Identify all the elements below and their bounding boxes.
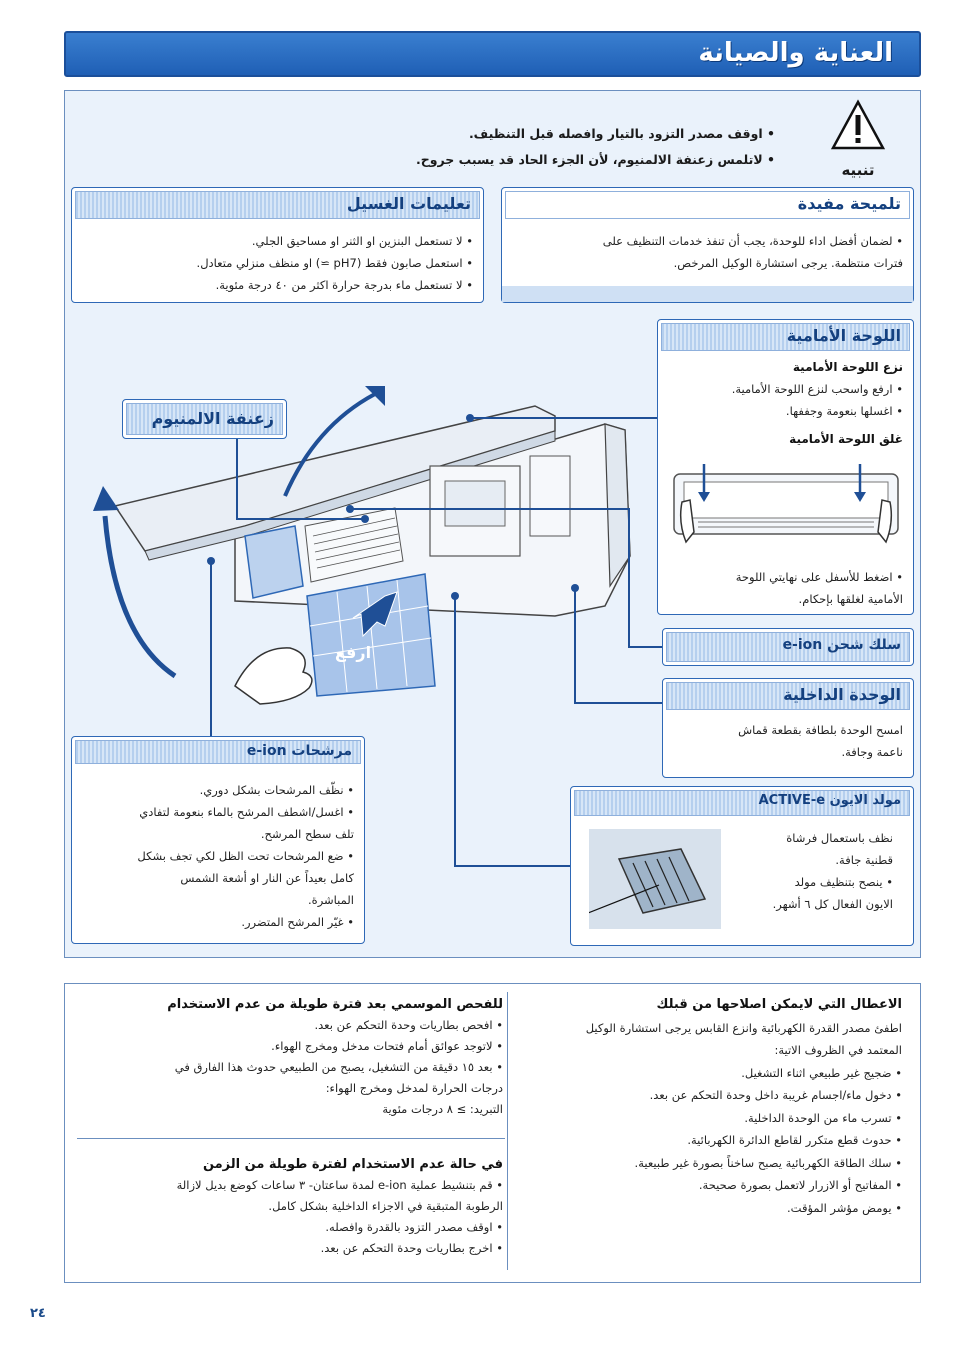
left-column-divider [77, 1138, 505, 1139]
tip-line: فترات منتظمة. يرجى استشارة الوكيل المرخص. [673, 256, 903, 270]
fault-line: المعتمد في الظروف الاتية: [774, 1043, 902, 1057]
leader-dot [571, 584, 579, 592]
leader-indoor [575, 588, 662, 703]
leader-dot [346, 505, 354, 513]
generator-line: • ينصح بتنظيف مولد [794, 875, 893, 889]
washing-line: • لا تستعمل ماء بدرجة حرارة اكثر من ٤٠ درجة مئوية. [215, 278, 473, 292]
seasonal-line: التبريد: ≥ ٨ درجات مئوية [382, 1102, 503, 1116]
fault-line: • تسرب ماء من الوحدة الداخلية. [744, 1110, 902, 1125]
filter-line: • ضع المرشحات تحت الظل لكي تجف بشكل [137, 849, 354, 863]
fault-line: اطفئ مصدر القدرة الكهربائية وانزع القابس يرجى استشارة الوكيل [585, 1020, 902, 1035]
seasonal-check-section [78, 994, 503, 1120]
page-number: ٢٤ [30, 1306, 46, 1321]
page-header [64, 31, 921, 77]
fault-line: • المفاتيح أو الازرار لاتعمل بصورة صحيحة. [698, 1178, 902, 1192]
fault-line: • حدوث قطع متكرر لقاطع الدائرة الكهربائية. [687, 1133, 902, 1147]
bottom-panel [64, 983, 921, 1283]
front-panel-title: اللوحة الأمامية [786, 326, 901, 345]
seasonal-line: • بعد ١٥ دقيقة من التشغيل، يصبح من الطبيعي حدوث هذا الفارق في [174, 1060, 503, 1074]
indoor-line: امسح الوحدة بلطافة بقطعة قماش [738, 723, 903, 737]
washing-line: • لا تستعمل البنزين او الثنر او مساحيق الجلي. [251, 234, 473, 248]
filter-line: • اغسل/اشطف المرشح بالماء بنعومة لتفادي [139, 805, 354, 819]
long-term-line: • اوقف مصدر التزود بالقدرة وافصله. [325, 1220, 503, 1234]
leader-dot [451, 592, 459, 600]
seasonal-check-title: للفحص الموسمي بعد فترة طويلة من عدم الاستخدام [167, 997, 503, 1012]
leader-dot [466, 414, 474, 422]
main-panel [64, 90, 921, 958]
faults-section [507, 994, 902, 1219]
fault-line: • يومض مؤشر المؤقت. [787, 1200, 902, 1215]
leader-dot [361, 515, 369, 523]
seasonal-line: درجات الحرارة لمدخل ومخرج الهواء: [325, 1081, 503, 1095]
lift-label: ارفع [335, 643, 372, 662]
filter-line: تلف سطح المرشح. [260, 827, 354, 841]
faults-title: الاعطال التي لايمكن اصلاحها من قبلك [656, 997, 902, 1012]
filter-line: المباشرة. [308, 893, 354, 907]
caution-line: • اوقف مصدر التزود بالتيار وافصله قبل التنظيف. [468, 126, 775, 141]
long-term-line: الرطوبة المتبقية في الاجزاء الداخلية بشكل كامل. [268, 1199, 503, 1213]
generator-line: الايون الفعال كل ٦ أشهر. [772, 897, 893, 911]
leader-dot [207, 557, 215, 565]
front-panel-line: • اضغط للأسفل على نهايتي اللوحة [735, 570, 903, 584]
tip-line: • لضمان أفضل اداء للوحدة، يجب أن تنفذ خدمات التنظيف على [602, 234, 903, 248]
page-title: العناية والصيانة [698, 38, 893, 68]
front-panel-close-heading: غلق اللوحة الأمامية [789, 432, 903, 446]
useful-tip-title: تلميحة مفيدة [797, 194, 901, 213]
filter-line: كامل بعيداً عن النار او أشعة الشمس [180, 871, 354, 885]
leader-lines [65, 91, 922, 959]
ion-generator-title: مولد الايون ACTIVE-e [758, 793, 901, 808]
leader-eion-charger [350, 509, 662, 647]
front-panel-remove-heading: نزع اللوحة الأمامية [792, 360, 903, 374]
washing-line: • استعمل صابون فقط (pH7 ≃) او منظف منزلي متعادل. [196, 256, 473, 270]
seasonal-line: • لاتوجد عوائق أمام فتحات مدخل ومخرج الهواء. [271, 1039, 503, 1053]
long-term-title: في حالة عدم الاستخدام لفترة طويلة من الزمن [202, 1157, 503, 1172]
front-panel-line: • ارفع واسحب لنزع اللوحة الأمامية. [731, 382, 903, 396]
caution-line: • لاتلمس زعنفة الالمنيوم، لأن الجزء الحاد قد يسبب جروح. [415, 152, 775, 167]
seasonal-line: • افحص بطاريات وحدة التحكم عن بعد. [314, 1018, 503, 1032]
aluminium-fin-label: زعنفة الالمنيوم [151, 409, 274, 428]
washing-instructions-title: تعليمات الغسيل [346, 194, 471, 213]
indoor-unit-title: الوحدة الداخلية [783, 685, 901, 704]
long-term-line: • اخرج بطاريات وحدة التحكم عن بعد. [320, 1241, 503, 1255]
leader-fin [237, 439, 365, 519]
caution-label: تنبيه [841, 161, 875, 179]
fault-line: • سلك الطاقة الكهربائية يصبح ساخناً بصورة غير طبيعية. [634, 1155, 902, 1170]
fault-line: • دخول ماء/اجسام غريبة داخل وحدة التحكم عن بعد. [649, 1088, 902, 1102]
fault-line: • ضجيج غير طبيعي اثناء التشغيل. [741, 1065, 902, 1080]
front-panel-line: • اغسلها بنعومة وجففها. [785, 404, 903, 418]
filter-line: • غيّر المرشح المتضرر. [241, 915, 354, 929]
indoor-line: ناعمة وجافة. [841, 745, 903, 759]
leader-generator [455, 596, 570, 866]
eion-filters-title: مرشحات e-ion [246, 743, 352, 759]
filter-line: • نظّف المرشحات بشكل دوري. [199, 783, 354, 797]
generator-line: قطنية جافة. [835, 853, 893, 867]
long-term-line: • قم بتنشيط عملية e-ion لمدة ساعتان- ٣ ساعات كوضع بديل لازالة [176, 1178, 503, 1192]
eion-charger-title: سلك شحن e-ion [782, 637, 901, 653]
front-panel-line: الأمامية لغلقها بإحكام. [798, 592, 903, 606]
long-term-section [78, 1154, 503, 1259]
generator-line: نظف باستعمال فرشاة [786, 831, 893, 845]
